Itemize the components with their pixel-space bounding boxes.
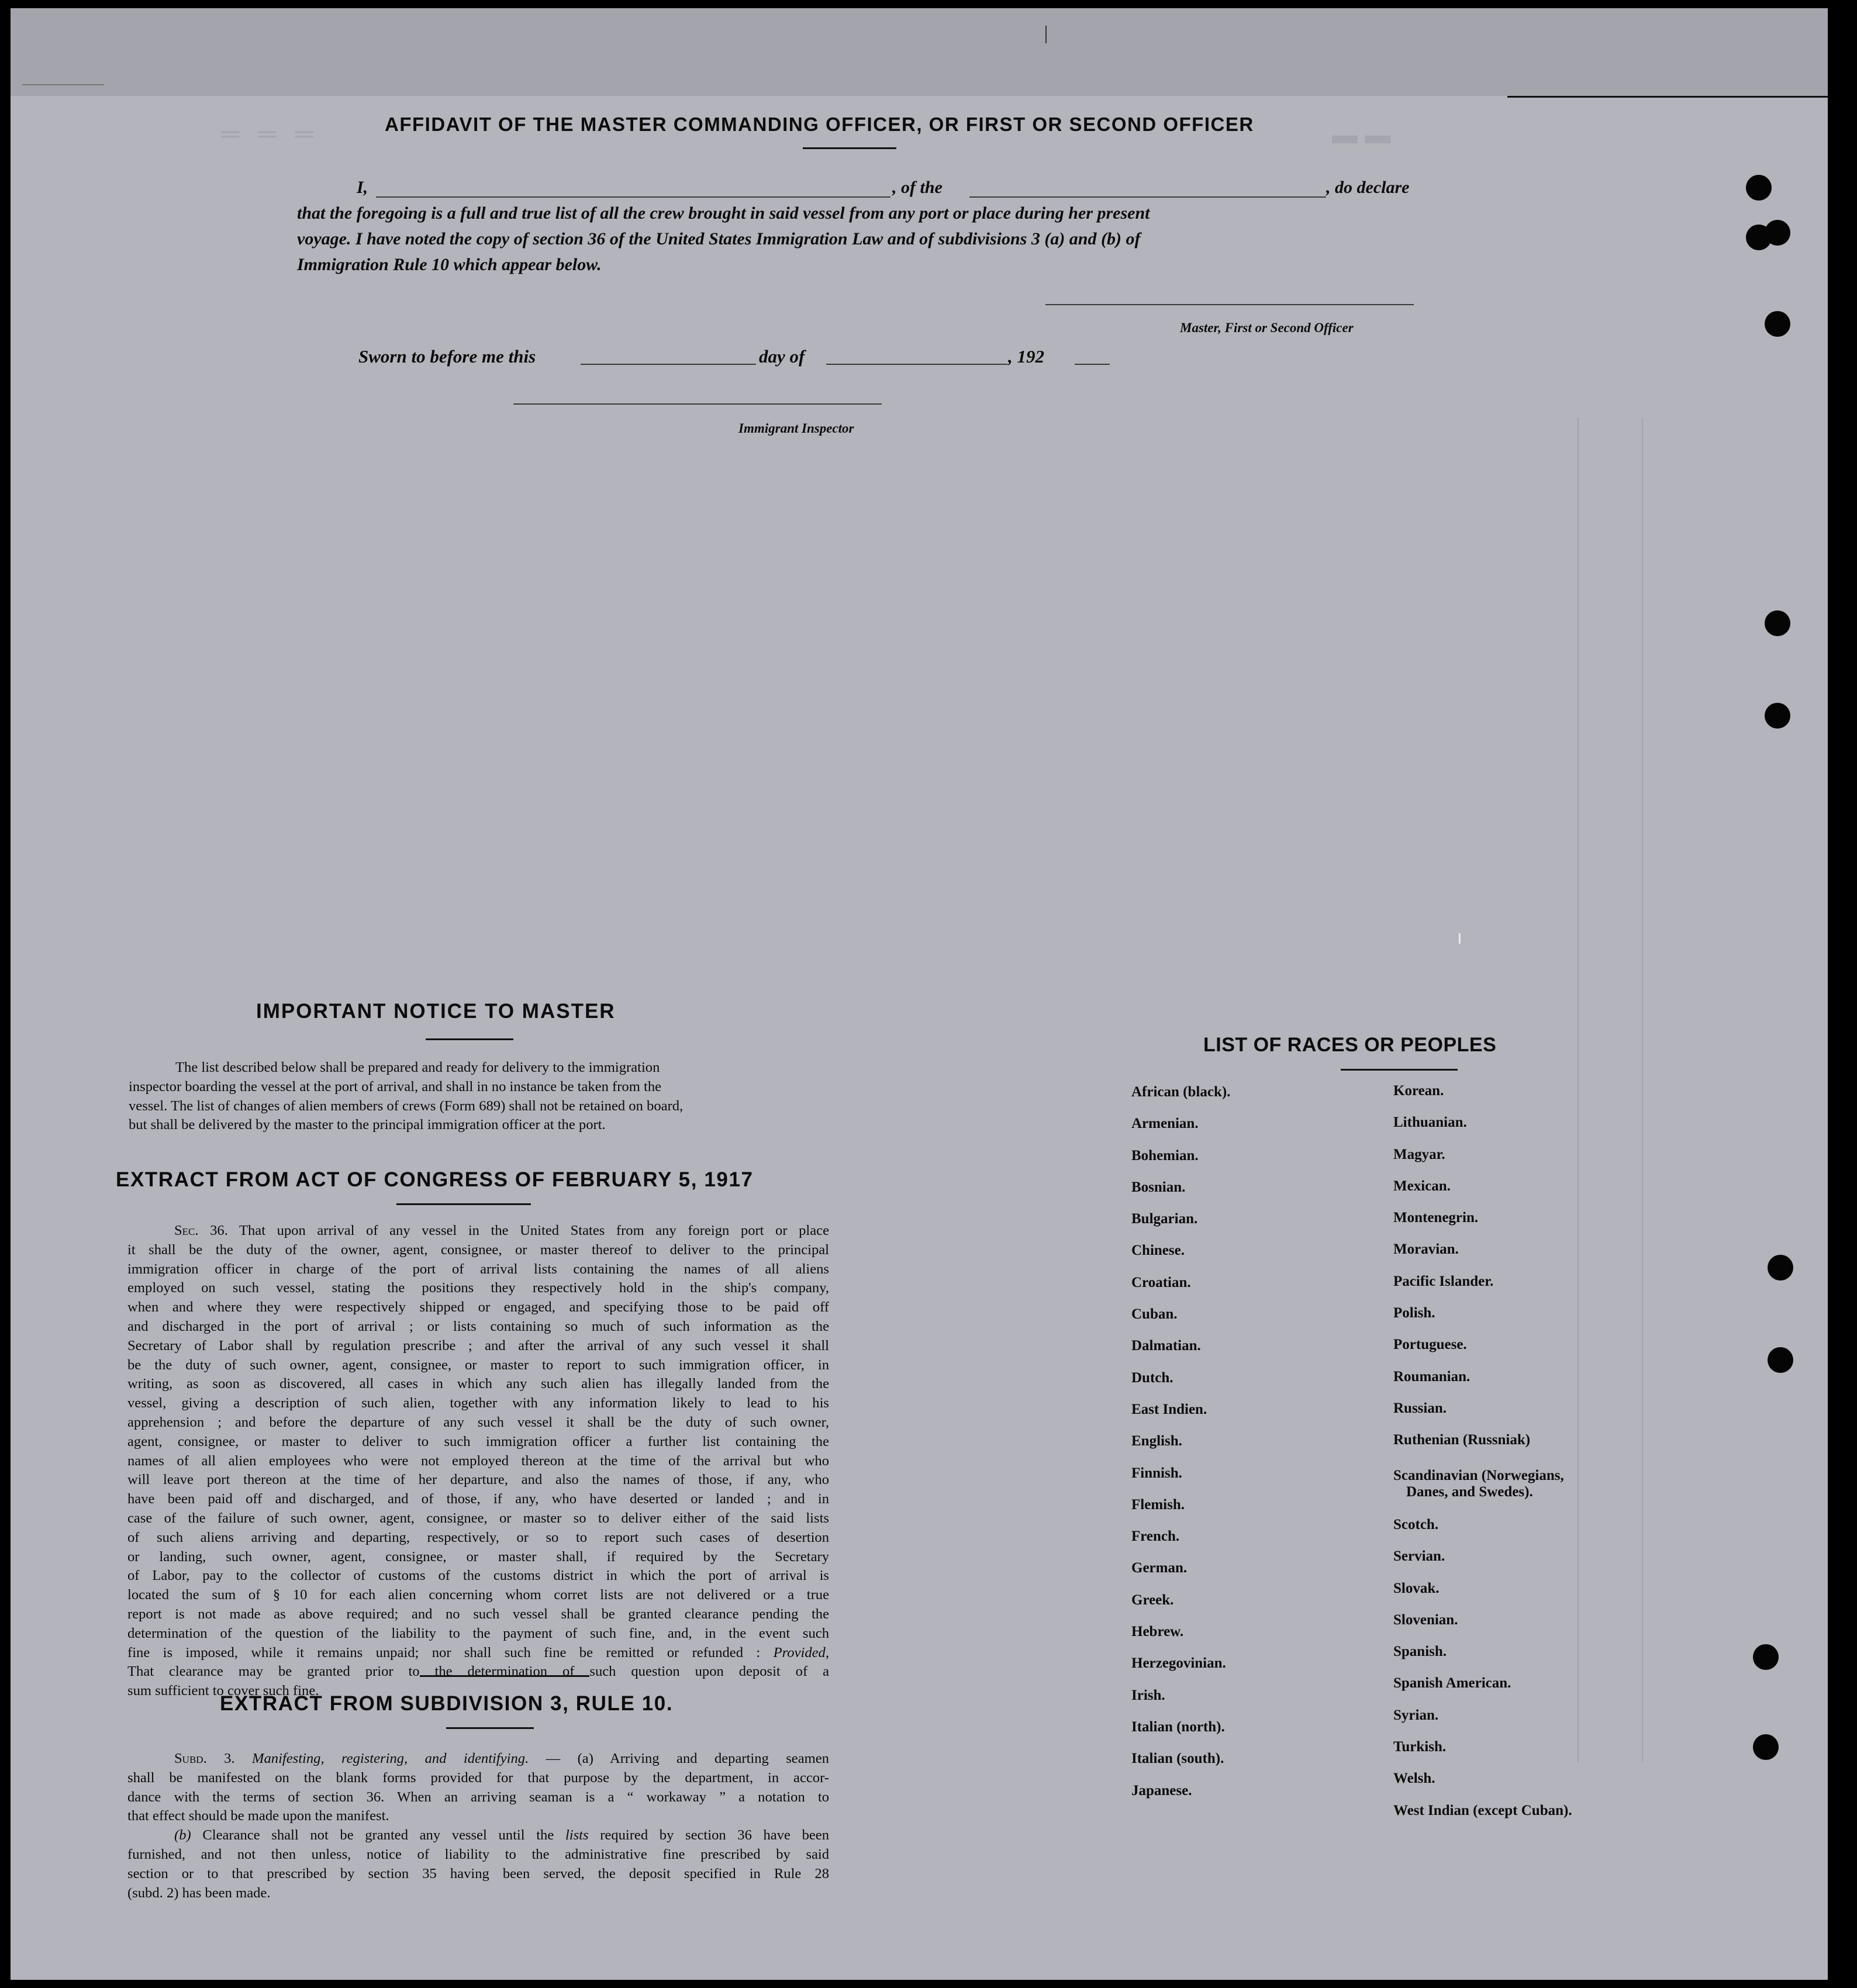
rule-line: furnished, and not then unless, notice of liability to the administrative fine prescribed by said (127, 1846, 829, 1862)
affidavit-line-1: that the foregoing is a full and true list of all the crew brought in said vessel from any port or place during her present (297, 203, 1150, 223)
act-line: fine is imposed, while it remains unpaid; nor shall such fine be remitted or refunded : (127, 1644, 761, 1661)
rule-subd-italic: Manifesting, registering, and identifying. (251, 1751, 529, 1766)
rule-line: (subd. 2) has been made. (127, 1885, 271, 1901)
rule-b-lists: lists (565, 1827, 589, 1844)
race-item: Armenian. (1131, 1116, 1199, 1132)
act-body (127, 1221, 829, 1701)
act-line: or landing, such owner, agent, consignee, or master shall, if required by the Secretary (127, 1548, 829, 1565)
act-line: vessel, giving a description of such alien, together with any information likely to lead to his (127, 1395, 829, 1411)
affidavit-title: AFFIDAVIT OF THE MASTER COMMANDING OFFICER, OR FIRST OR SECOND OFFICER (385, 113, 1254, 135)
race-item: Moravian. (1393, 1241, 1459, 1258)
rule-b-first-b: required by section 36 have been (600, 1827, 829, 1844)
races-column-2-bottom (1393, 1517, 1572, 1834)
scan-speck (1045, 26, 1047, 43)
affidavit-line-3: Immigration Rule 10 which appear below. (297, 255, 602, 274)
punch-hole (1765, 610, 1790, 636)
race-item: Italian (south). (1131, 1751, 1224, 1767)
race-item: Portuguese. (1393, 1337, 1467, 1353)
race-item: Cuban. (1131, 1306, 1178, 1323)
races-column-2-top (1393, 1083, 1530, 1464)
race-item: Korean. (1393, 1083, 1444, 1099)
race-item: Montenegrin. (1393, 1210, 1479, 1226)
rule-line: shall be manifested on the blank forms provided for that purpose by the department, in accor- (127, 1769, 829, 1786)
act-line: names of all alien employees who were not employed thereon at the time of the arrival but who (127, 1452, 829, 1469)
title-underline (803, 147, 896, 149)
race-item: Herzegovinian. (1131, 1655, 1226, 1672)
rule-separator (420, 1675, 589, 1677)
punch-hole (1753, 1644, 1779, 1670)
race-item: Italian (north). (1131, 1718, 1225, 1735)
act-line: writing, as soon as discovered, all cases in which any such alien has illegally landed from the (127, 1376, 829, 1392)
race-item: German. (1131, 1560, 1188, 1576)
rule-line: section or to that prescribed by section 35 having been served, the deposit specified in Rule 28 (127, 1865, 829, 1882)
race-item: Dalmatian. (1131, 1338, 1201, 1354)
race-item: Irish. (1131, 1687, 1165, 1703)
notice-underline (426, 1038, 513, 1040)
race-item: West Indian (except Cuban). (1393, 1802, 1572, 1818)
top-edge-line (1507, 96, 1828, 98)
bleedthrough-text: ▬ ▬ (1332, 120, 1391, 149)
act-line: have been paid off and discharged, and of those, if any, who have deserted or landed ; and in (127, 1491, 829, 1507)
race-item: Lithuanian. (1393, 1114, 1467, 1131)
punch-hole (1768, 1255, 1793, 1281)
act-line: apprehension ; and before the departure of any such vessel it shall be the duty of such owner, (127, 1414, 829, 1430)
race-item: Slovenian. (1393, 1611, 1458, 1628)
race-item: Japanese. (1131, 1782, 1192, 1799)
race-item: Spanish. (1393, 1644, 1447, 1660)
race-item: Slovak. (1393, 1580, 1440, 1596)
races-underline (1341, 1069, 1458, 1071)
race-item: Bulgarian. (1131, 1211, 1198, 1227)
act-sec-label: Sec. 36. (174, 1223, 228, 1238)
inspector-signature-line (513, 403, 882, 405)
act-line: immigration officer in charge of the port of arrival lists containing the names of all aliens (127, 1261, 829, 1277)
top-edge-mark (22, 84, 104, 85)
race-item: Bohemian. (1131, 1147, 1199, 1164)
race-item: Servian. (1393, 1548, 1445, 1565)
affidavit-pronoun: I, (357, 178, 368, 197)
affidavit-do-declare: , do declare (1326, 178, 1410, 197)
sworn-month-line (826, 364, 1007, 365)
rule-underline (446, 1727, 534, 1729)
notice-line: The list described below shall be prepared and ready for delivery to the immigration (175, 1059, 660, 1075)
punch-hole (1765, 311, 1790, 337)
notice-body (129, 1058, 824, 1135)
punch-hole (1765, 703, 1790, 729)
act-line: and discharged in the port of arrival ; or lists containing so much of such information as the (127, 1318, 829, 1334)
vessel-blank-line (969, 196, 1326, 198)
act-line: report is not made as above required; and no such vessel shall be granted clearance pending the (127, 1606, 829, 1622)
sworn-text: Sworn to before me this (358, 346, 536, 367)
rule-a-intro: — (a) Arriving and departing seamen (546, 1751, 829, 1766)
rule-line: dance with the terms of section 36. When an arriving seaman is a “ workaway ” a notation to (127, 1789, 829, 1805)
race-item: French. (1131, 1528, 1180, 1545)
rule-body (127, 1749, 829, 1903)
race-item: Turkish. (1393, 1739, 1447, 1755)
notice-title: IMPORTANT NOTICE TO MASTER (256, 1000, 616, 1023)
act-line: agent, consignee, or master to deliver to such immigration officer a further list containing the (127, 1433, 829, 1449)
sworn-year: , 192 (1008, 346, 1044, 367)
sworn-year-line (1075, 364, 1110, 365)
act-line: located the sum of § 10 for each alien concerning whom corret lists are not delivered or a true (127, 1587, 829, 1603)
race-item: Mexican. (1393, 1178, 1451, 1194)
act-line: it shall be the duty of the owner, agent, consignee, or master thereof to deliver to the principal (127, 1241, 829, 1258)
punch-hole (1746, 175, 1772, 201)
punch-hole (1768, 1347, 1793, 1373)
rule-subd-label: Subd. 3. (174, 1751, 235, 1766)
sworn-day-line (581, 364, 756, 365)
races-column-1 (1131, 1084, 1230, 1814)
notice-line: vessel. The list of changes of alien members of crews (Form 689) shall not be retained on board, (129, 1097, 684, 1114)
race-item: Pacific Islander. (1393, 1273, 1494, 1289)
race-item: English. (1131, 1433, 1182, 1449)
race-item: Spanish American. (1393, 1675, 1511, 1692)
race-item: Greek. (1131, 1592, 1174, 1608)
act-provided: Provided, (773, 1644, 829, 1661)
bleedthrough-text: ═ ═ ═ (221, 119, 319, 148)
punch-hole (1753, 1734, 1779, 1760)
rule-line: that effect should be made upon the manifest. (127, 1808, 389, 1824)
race-scandinavian-line-1: Scandinavian (Norwegians, (1393, 1468, 1564, 1483)
race-item: Roumanian. (1393, 1368, 1471, 1385)
affidavit-of-the: , of the (892, 178, 943, 197)
race-item: Chinese. (1131, 1242, 1185, 1259)
act-line: That clearance may be granted prior to the determination of such question upon deposit of a (127, 1663, 829, 1680)
race-item: Flemish. (1131, 1496, 1185, 1513)
race-scandinavian-line-2: Danes, and Swedes). (1406, 1484, 1533, 1500)
act-line: of such aliens arriving and departing, respectively, or so to report such cases of desertion (127, 1529, 829, 1545)
race-item: Magyar. (1393, 1146, 1445, 1162)
race-item: East Indien. (1131, 1401, 1207, 1417)
race-item: Hebrew. (1131, 1624, 1184, 1640)
act-line: of Labor, pay to the collector of customs of the customs district in which the port of arrival is (127, 1568, 829, 1584)
races-title: LIST OF RACES OR PEOPLES (1203, 1034, 1497, 1056)
act-title: EXTRACT FROM ACT OF CONGRESS OF FEBRUARY 5, 1917 (116, 1168, 754, 1191)
act-line: sum sufficient to cover such fine. (127, 1683, 319, 1699)
act-line: Secretary of Labor shall by regulation prescribe ; and after the arrival of any such vessel it shall (127, 1337, 829, 1354)
name-blank-line (376, 196, 890, 198)
act-line: when and where they were respectively shipped or engaged, and specifying those to be paid off (127, 1299, 829, 1316)
act-underline (396, 1203, 531, 1205)
race-item: Finnish. (1131, 1465, 1182, 1481)
scan-speck (1459, 933, 1461, 944)
race-item: Dutch. (1131, 1369, 1173, 1386)
notice-line: but shall be delivered by the master to the principal immigration officer at the port. (129, 1117, 606, 1133)
race-item: Welsh. (1393, 1770, 1435, 1787)
notice-line: inspector boarding the vessel at the port of arrival, and shall in no instance be taken from the (129, 1078, 662, 1095)
race-item: Russian. (1393, 1400, 1447, 1416)
race-scandinavian (1393, 1468, 1564, 1500)
affidavit-line-2: voyage. I have noted the copy of section 36 of the United States Immigration Law and of subdivisions 3 (a) and (b) of (297, 229, 1141, 248)
act-line: employed on such vessel, stating the positions they respectively hold in the ship's company, (127, 1280, 829, 1296)
bleedthrough-rule (1642, 417, 1643, 1762)
act-line: be the duty of such owner, agent, consignee, or master to report to such immigration officer, in (127, 1357, 829, 1373)
act-line: determination of the question of the liability to the payment of such fine, and, in the event such (127, 1625, 829, 1641)
punch-hole (1765, 220, 1790, 246)
scan-top-band (11, 8, 1828, 96)
rule-title: EXTRACT FROM SUBDIVISION 3, RULE 10. (220, 1692, 674, 1715)
race-item: Scotch. (1393, 1517, 1439, 1533)
bleedthrough-rule (1578, 417, 1579, 1762)
rule-b-first-a: Clearance shall not be granted any vessel until the (202, 1827, 554, 1844)
sworn-day-of: day of (759, 346, 805, 367)
race-item: Croatian. (1131, 1274, 1191, 1290)
inspector-label: Immigrant Inspector (738, 421, 854, 436)
act-line: case of the failure of such owner, agent, consignee, or master so to deliver either of the said lists (127, 1510, 829, 1526)
master-signature-label: Master, First or Second Officer (1180, 320, 1354, 335)
rule-b-label: (b) (174, 1827, 191, 1844)
race-item: Ruthenian (Russniak) (1393, 1432, 1531, 1448)
race-item: Syrian. (1393, 1707, 1439, 1723)
document-page (11, 8, 1828, 1980)
race-item: Polish. (1393, 1305, 1435, 1321)
act-line: will leave port thereon at the time of her departure, and also the names of those, if any, who (127, 1472, 829, 1488)
act-line: That upon arrival of any vessel in the United States from any foreign port or place (239, 1223, 829, 1238)
race-item: African (black). (1131, 1084, 1231, 1100)
race-item: Bosnian. (1131, 1179, 1186, 1195)
master-signature-line (1045, 304, 1414, 305)
